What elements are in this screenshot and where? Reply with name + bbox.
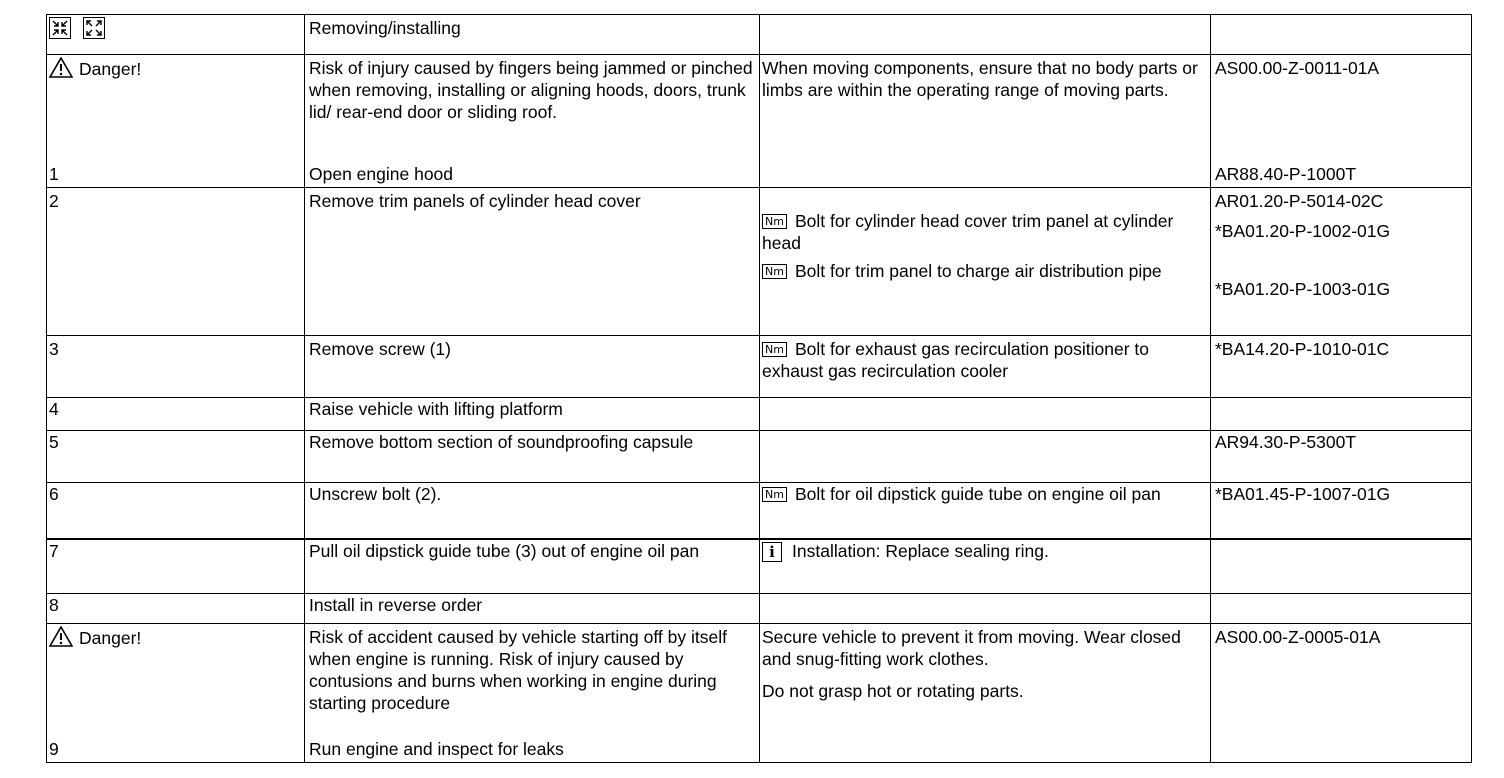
step-text: Run engine and inspect for leaks xyxy=(309,739,564,759)
torque-spec xyxy=(760,483,1211,540)
step-row-8 xyxy=(47,594,1472,624)
step-number: 5 xyxy=(47,431,305,483)
torque-spec-text: Bolt for exhaust gas recirculation positioner to exhaust gas recirculation cooler xyxy=(762,339,1150,381)
torque-nm-icon: Nm xyxy=(762,264,787,279)
info-note-text: Installation: Replace sealing ring. xyxy=(792,541,1049,561)
header-title: Removing/installing xyxy=(305,15,760,55)
danger-row-2 xyxy=(47,624,1472,763)
danger-ref: AS00.00-Z-0005-01A xyxy=(1211,624,1472,763)
danger-ref: AS00.00-Z-0011-01A xyxy=(1215,58,1380,78)
torque-spec-text: Bolt for oil dipstick guide tube on engine oil pan xyxy=(794,484,1161,504)
step-ref: AR01.20-P-5014-02C xyxy=(1215,191,1384,211)
procedure-table xyxy=(46,14,1464,773)
danger-label: Danger! xyxy=(79,59,142,79)
danger-measure-text: When moving components, ensure that no body parts or limbs are within the operating range of moving parts. xyxy=(760,55,1211,188)
step-text: Unscrew bolt (2). xyxy=(305,483,760,540)
step-number: 1 xyxy=(49,164,59,184)
header-row xyxy=(47,15,1472,55)
warning-triangle-icon xyxy=(49,628,79,648)
torque-spec xyxy=(760,336,1211,398)
torque-spec xyxy=(762,260,1208,282)
info-note xyxy=(760,539,1211,594)
install-symbol-icon xyxy=(83,17,105,39)
header-empty-cell xyxy=(760,15,1211,55)
torque-nm-icon: Nm xyxy=(762,342,787,357)
step-text: Remove trim panels of cylinder head cover xyxy=(305,188,760,336)
danger-row-1 xyxy=(47,55,1472,188)
step-row-7 xyxy=(47,539,1472,594)
danger-risk-text: Risk of injury caused by fingers being jammed or pinched when removing, installing or aligning hoods, doors, trunk lid/ rear-end door or sliding roof. xyxy=(309,58,753,122)
danger-risk-text: Risk of accident caused by vehicle starting off by itself when engine is running. Risk of injury caused by contusions and burns when working in engine during starting procedure xyxy=(309,627,727,713)
danger-measure-text: Secure vehicle to prevent it from moving. Wear closed and snug-fitting work clothes. xyxy=(762,627,1181,669)
danger-measure-text: Do not grasp hot or rotating parts. xyxy=(762,681,1024,701)
step-number: 4 xyxy=(47,398,305,431)
danger-label: Danger! xyxy=(79,628,142,648)
step-text: Install in reverse order xyxy=(305,594,760,624)
torque-ref: *BA01.45-P-1007-01G xyxy=(1211,483,1472,540)
step-row-4 xyxy=(47,398,1472,431)
step-number: 7 xyxy=(47,539,305,594)
torque-spec-text: Bolt for cylinder head cover trim panel at cylinder head xyxy=(762,211,1174,253)
info-icon: i xyxy=(762,542,782,562)
torque-ref: *BA01.20-P-1003-01G xyxy=(1215,279,1391,299)
step-text: Remove screw (1) xyxy=(305,336,760,398)
step-ref: AR88.40-P-1000T xyxy=(1215,164,1357,184)
torque-spec xyxy=(762,210,1208,254)
step-text: Open engine hood xyxy=(309,164,454,184)
step-number: 6 xyxy=(47,483,305,540)
torque-spec-text: Bolt for trim panel to charge air distribution pipe xyxy=(794,261,1162,281)
step-number: 2 xyxy=(47,188,305,336)
step-text: Raise vehicle with lifting platform xyxy=(305,398,760,431)
torque-nm-icon: Nm xyxy=(762,214,787,229)
torque-ref: *BA01.20-P-1002-01G xyxy=(1215,221,1391,241)
warning-triangle-icon xyxy=(49,59,79,79)
remove-symbol-icon xyxy=(49,17,71,39)
step-text: Remove bottom section of soundproofing capsule xyxy=(305,431,760,483)
step-row-3 xyxy=(47,336,1472,398)
step-number: 3 xyxy=(47,336,305,398)
step-ref: AR94.30-P-5300T xyxy=(1211,431,1472,483)
torque-ref: *BA14.20-P-1010-01C xyxy=(1211,336,1472,398)
header-ref-cell xyxy=(1211,15,1472,55)
step-row-5 xyxy=(47,431,1472,483)
torque-nm-icon: Nm xyxy=(762,487,787,502)
step-text: Pull oil dipstick guide tube (3) out of engine oil pan xyxy=(305,539,760,594)
step-row-6 xyxy=(47,483,1472,540)
step-row-2 xyxy=(47,188,1472,336)
step-number: 8 xyxy=(47,594,305,624)
header-symbols-cell xyxy=(47,15,305,55)
step-number: 9 xyxy=(49,739,59,759)
